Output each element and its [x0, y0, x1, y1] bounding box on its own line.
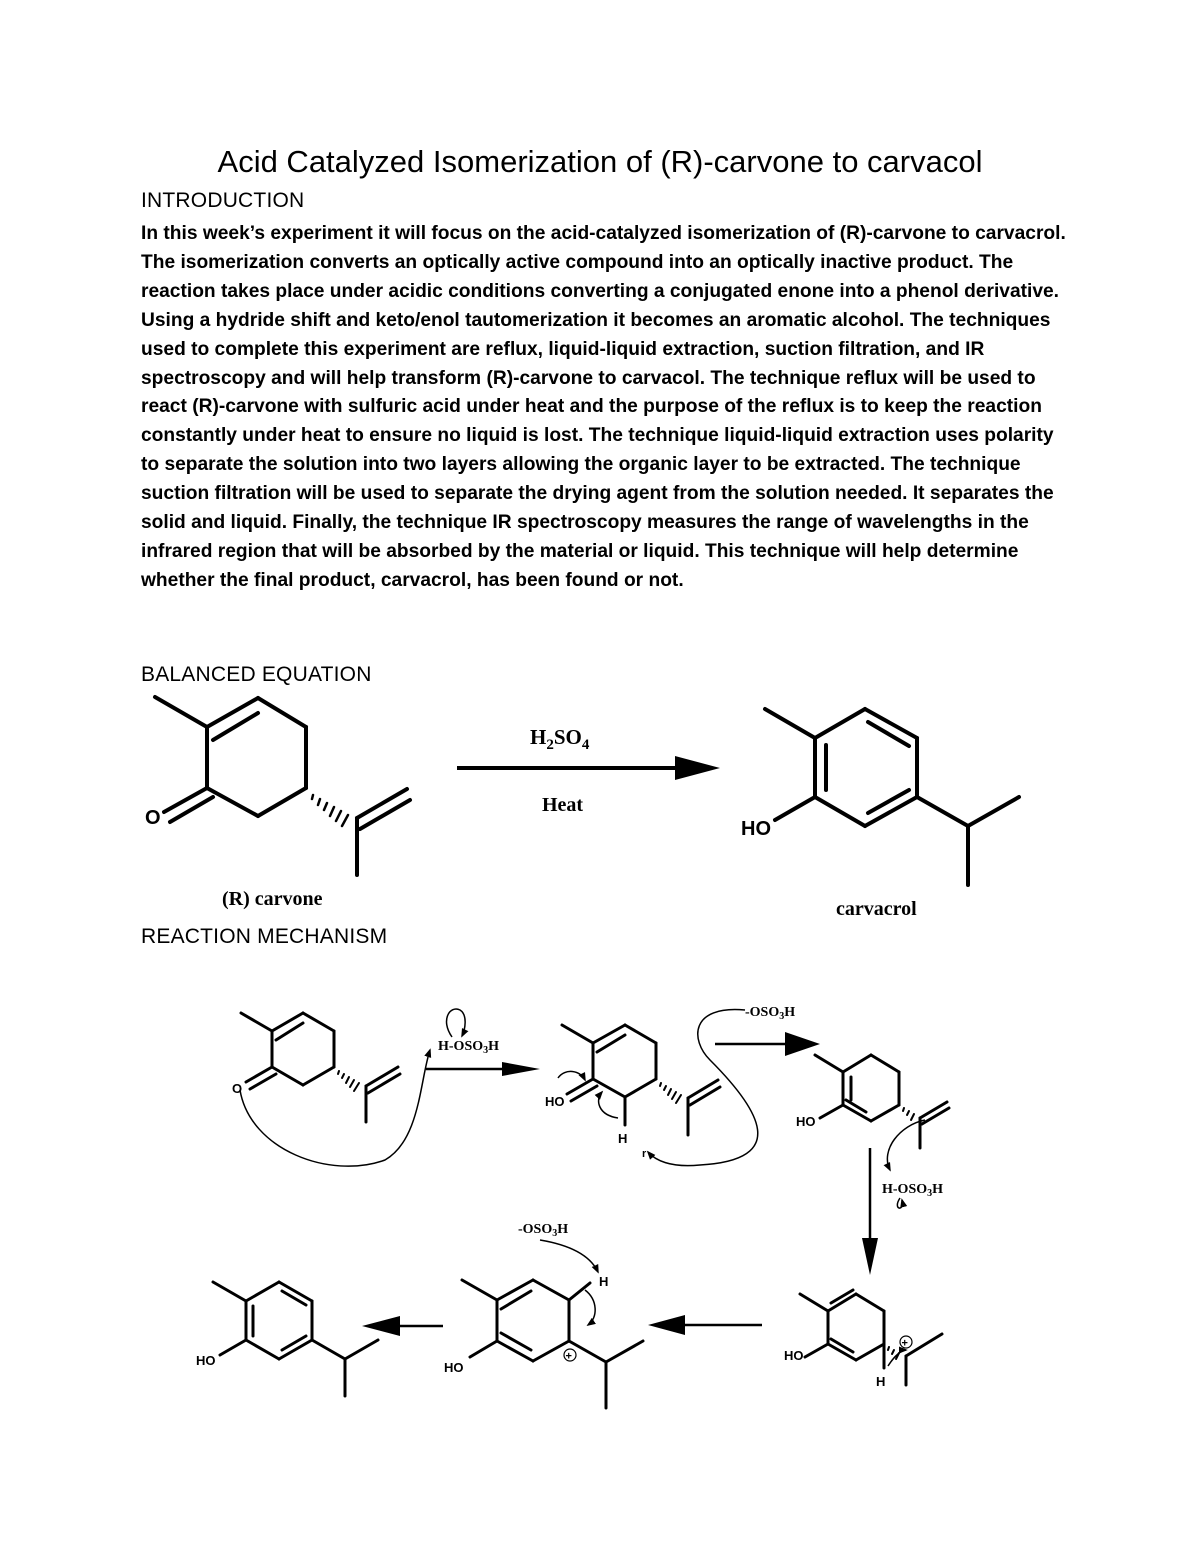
introduction-body: In this week’s experiment it will focus on the acid-catalyzed isomerization of (R)-carvone to carvacrol. The isomerization converts an optically active compound into an optically inactive product. The reaction takes place under acidic conditions converting a conjugated enone into a phenol derivative. Using a hydride shift and keto/enol tautomerization it becomes an aromatic alcohol. The techniques used to complete this experiment are reflux, liquid-liquid extraction, suction filtration, and IR spectroscopy and will help transform (R)-carvone to carvacol. The technique reflux will be used to react (R)-carvone with sulfuric acid under heat and the purpose of the reflux is to keep the reaction constantly under heat to ensure no liquid is lost. The technique liquid-liquid extraction uses polarity to separate the solution into two layers allowing the organic layer to be extracted. The technique suction filtration will be used to separate the drying agent from the solution needed. It separates the solid and liquid. Finally, the technique IR spectroscopy measures the range of wavelengths in the infrared region that will be absorbed by the material or liquid. This technique will help determine whether the final product, carvacrol, has been found or not. — [141, 223, 1066, 591]
mech-hydrogen-4: H — [876, 1374, 886, 1389]
carvacrol-structure — [765, 709, 1019, 885]
r-carvone-structure — [155, 697, 410, 875]
reaction-mechanism-heading: REACTION MECHANISM — [141, 925, 388, 948]
mech-hydroxyl-5: HO — [444, 1360, 464, 1375]
base-label-1: $-OSO_3H$ — [745, 1005, 796, 1022]
mech-arrow-1 — [426, 1062, 540, 1076]
document-title: Acid Catalyzed Isomerization of (R)-carvone to carvacol — [217, 144, 983, 179]
curved-arrow-aromatize — [585, 1290, 595, 1325]
svg-text:+: + — [901, 1337, 908, 1350]
mech-hydroxyl-2: HO — [545, 1094, 565, 1109]
mech-arrow-3 — [862, 1148, 878, 1275]
condition-label: Heat — [542, 794, 584, 816]
mech-hydrogen-5: H — [599, 1274, 609, 1289]
balanced-equation-heading: BALANCED EQUATION — [141, 663, 372, 686]
introduction-heading: INTRODUCTION — [141, 189, 305, 212]
mech-hydroxyl-3: HO — [796, 1114, 816, 1129]
carbocation-charge-5 — [564, 1349, 576, 1363]
mechanism-carvone — [241, 1013, 400, 1122]
mech-hydroxyl-4: HO — [784, 1348, 804, 1363]
acid-label-1: $H-OSO_3H$ — [438, 1039, 500, 1056]
mech-minus-2: r — [642, 1148, 647, 1160]
mechanism-dienol — [815, 1055, 949, 1148]
carbocation-charge-4 — [900, 1336, 912, 1350]
reagent-label: $H_2SO_4$ — [530, 725, 590, 753]
curved-arrow-hso3-2 — [897, 1198, 902, 1208]
mechanism-carvacrol — [213, 1282, 378, 1396]
mech-hydrogen-2: H — [618, 1131, 628, 1146]
mechanism-ring-carbocation — [462, 1280, 643, 1408]
carvone-oxygen-atom: O — [145, 807, 161, 829]
svg-text:+: + — [565, 1350, 572, 1363]
mech-oxygen-1: O — [232, 1081, 243, 1096]
mechanism-protonated-carvone — [562, 1025, 720, 1135]
mech-arrow-5 — [362, 1316, 443, 1336]
carvacrol-hydroxyl: HO — [741, 818, 771, 840]
curved-arrow-enol-1 — [558, 1071, 585, 1080]
acid-label-2: $H-OSO_3H$ — [882, 1182, 944, 1199]
curved-arrow-deprotonation — [540, 1240, 598, 1272]
carvone-label: (R) carvone — [222, 888, 323, 910]
curved-arrow-hso3 — [447, 1009, 466, 1037]
mechanism-carbocation — [800, 1290, 942, 1385]
curved-arrow-enol-2 — [599, 1092, 618, 1118]
mech-arrow-4 — [648, 1315, 762, 1335]
reaction-arrow — [457, 756, 720, 780]
mech-arrow-2 — [715, 1032, 820, 1056]
base-label-2: $-OSO_3H$ — [518, 1222, 569, 1239]
mech-hydroxyl-6: HO — [196, 1353, 216, 1368]
carvacrol-label: carvacrol — [836, 898, 917, 920]
